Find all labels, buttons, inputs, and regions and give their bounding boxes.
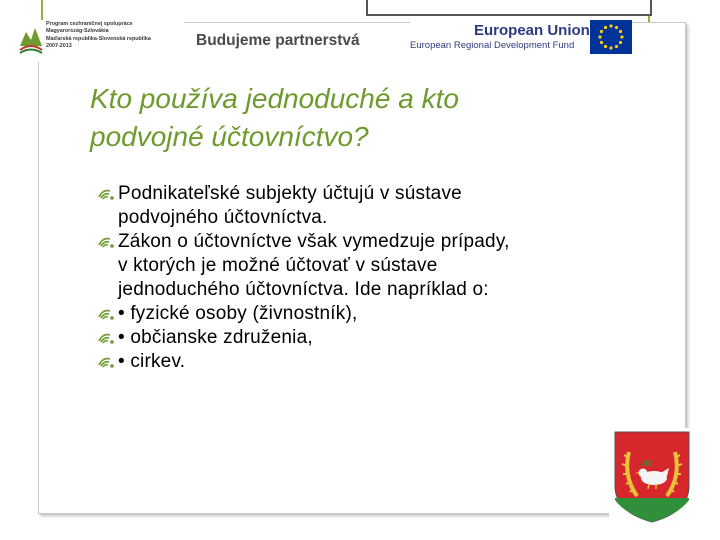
wifi-leaf-icon — [96, 332, 116, 345]
slide-title-line: Kto používa jednoduché a kto — [90, 83, 459, 114]
wifi-leaf-icon — [96, 188, 116, 201]
eu-flag-icon — [590, 20, 632, 54]
coat-of-arms-icon — [609, 428, 695, 524]
bullet-item — [96, 230, 616, 302]
eu-star — [615, 45, 618, 48]
eu-star — [620, 35, 623, 38]
program-logo-line: Maďarská republika-Slovenská republika — [46, 35, 151, 42]
program-logo-icon — [18, 22, 44, 56]
bullet-line: • fyzické osoby (živnostník), — [118, 303, 358, 324]
bullet-line: • cirkev. — [118, 351, 186, 372]
eu-star — [615, 26, 618, 29]
eu-star — [598, 35, 601, 38]
program-logo-line: 2007-2013 — [46, 43, 72, 50]
program-logo-line: Program cezhraničnej spolupráce — [46, 21, 133, 27]
bullet-item — [96, 350, 616, 374]
eu-star — [600, 30, 603, 33]
eu-star — [604, 26, 607, 29]
eu-star — [609, 24, 612, 27]
bullet-line: Podnikateľské subjekty účtujú v sústave — [118, 183, 462, 204]
bullet-line: Zákon o účtovníctve však vymedzuje prípady, — [118, 231, 510, 252]
eu-star — [604, 45, 607, 48]
bullet-item — [96, 182, 616, 230]
wifi-leaf-icon — [96, 308, 116, 321]
bullet-item — [96, 302, 616, 326]
eu-logo — [410, 20, 632, 56]
bullet-line: jednoduchého účtovníctva. Ide napríklad o: — [118, 279, 489, 300]
program-logo-line: Magyarország-Szlovákia — [46, 28, 109, 35]
wifi-leaf-icon — [96, 236, 116, 249]
program-logo — [14, 20, 184, 62]
eu-subtitle: European Regional Development Fund — [410, 40, 575, 51]
eu-star — [600, 41, 603, 44]
eu-star — [609, 46, 612, 49]
eu-star — [619, 41, 622, 44]
program-motto: Budujeme partnerstvá — [196, 32, 360, 49]
eu-star — [619, 30, 622, 33]
slide-title-line: podvojné účtovníctvo? — [90, 121, 369, 152]
bullet-list — [96, 182, 616, 374]
wifi-leaf-icon — [96, 356, 116, 369]
bullet-item — [96, 326, 616, 350]
bullet-line: v ktorých je možné účtovať v sústave — [118, 255, 438, 276]
bullet-line: • občianske združenia, — [118, 327, 313, 348]
header-tab — [366, 0, 652, 16]
slide-title — [90, 80, 670, 156]
bullet-line: podvojného účtovníctva. — [118, 207, 328, 228]
eu-title: European Union — [474, 22, 590, 39]
